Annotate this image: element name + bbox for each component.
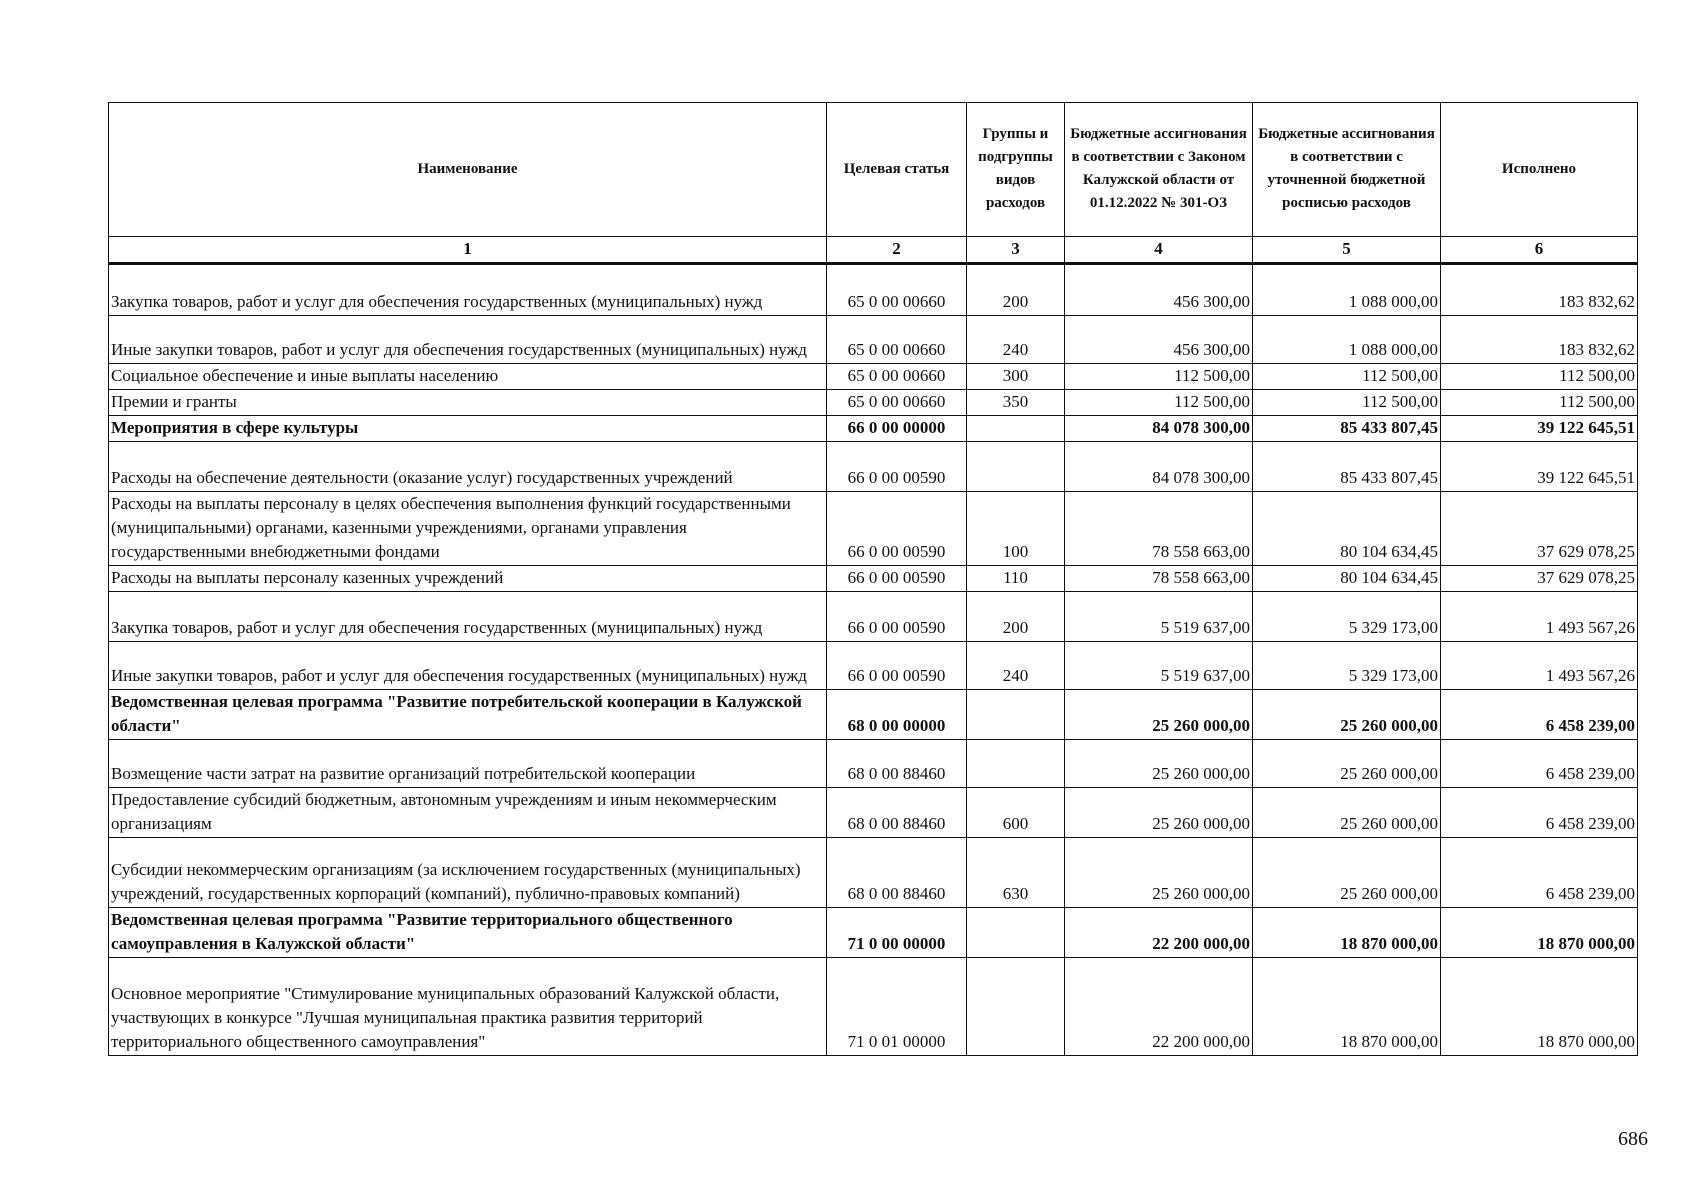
- row-law-allocation: 25 260 000,00: [1065, 690, 1253, 740]
- row-target-article: 65 0 00 00660: [827, 264, 967, 316]
- row-law-allocation: 84 078 300,00: [1065, 416, 1253, 442]
- row-target-article: 68 0 00 88460: [827, 838, 967, 908]
- row-executed: 6 458 239,00: [1441, 838, 1638, 908]
- column-number: 4: [1065, 237, 1253, 264]
- row-name: Иные закупки товаров, работ и услуг для обеспечения государственных (муниципальных) нужд: [109, 316, 827, 364]
- row-expense-group: [967, 740, 1065, 788]
- table-body: [109, 264, 1638, 1056]
- column-numbers-row: [109, 237, 1638, 264]
- table-row: [109, 316, 1638, 364]
- row-expense-group: [967, 908, 1065, 958]
- table-row: [109, 566, 1638, 592]
- header-law-allocations: Бюджетные ассигнования в соответствии с Законом Калужской области от 01.12.2022 № 301-ОЗ: [1065, 103, 1253, 237]
- row-expense-group: 240: [967, 316, 1065, 364]
- row-executed: 18 870 000,00: [1441, 958, 1638, 1056]
- row-target-article: 71 0 01 00000: [827, 958, 967, 1056]
- row-law-allocation: 84 078 300,00: [1065, 442, 1253, 492]
- row-expense-group: 600: [967, 788, 1065, 838]
- row-refined-allocation: 80 104 634,45: [1253, 566, 1441, 592]
- row-target-article: 66 0 00 00590: [827, 592, 967, 642]
- row-expense-group: [967, 416, 1065, 442]
- table-row: [109, 642, 1638, 690]
- row-executed: 39 122 645,51: [1441, 416, 1638, 442]
- row-executed: 183 832,62: [1441, 264, 1638, 316]
- row-expense-group: 300: [967, 364, 1065, 390]
- row-target-article: 68 0 00 88460: [827, 788, 967, 838]
- row-refined-allocation: 5 329 173,00: [1253, 642, 1441, 690]
- row-expense-group: [967, 958, 1065, 1056]
- row-law-allocation: 25 260 000,00: [1065, 788, 1253, 838]
- row-executed: 6 458 239,00: [1441, 788, 1638, 838]
- table-row: [109, 958, 1638, 1056]
- row-law-allocation: 112 500,00: [1065, 390, 1253, 416]
- table-header-row: [109, 103, 1638, 237]
- table-row: [109, 788, 1638, 838]
- row-law-allocation: 22 200 000,00: [1065, 908, 1253, 958]
- row-target-article: 65 0 00 00660: [827, 390, 967, 416]
- row-target-article: 65 0 00 00660: [827, 364, 967, 390]
- row-law-allocation: 25 260 000,00: [1065, 838, 1253, 908]
- row-expense-group: 240: [967, 642, 1065, 690]
- table-row: [109, 838, 1638, 908]
- row-executed: 183 832,62: [1441, 316, 1638, 364]
- table-row: [109, 442, 1638, 492]
- table-row: [109, 390, 1638, 416]
- row-expense-group: 110: [967, 566, 1065, 592]
- column-number: 1: [109, 237, 827, 264]
- row-executed: 1 493 567,26: [1441, 592, 1638, 642]
- row-target-article: 68 0 00 00000: [827, 690, 967, 740]
- page-number: 686: [1618, 1128, 1648, 1150]
- row-target-article: 66 0 00 00590: [827, 642, 967, 690]
- row-refined-allocation: 18 870 000,00: [1253, 908, 1441, 958]
- row-expense-group: [967, 690, 1065, 740]
- budget-table: [108, 102, 1638, 1056]
- row-target-article: 66 0 00 00000: [827, 416, 967, 442]
- row-executed: 112 500,00: [1441, 364, 1638, 390]
- row-expense-group: 200: [967, 264, 1065, 316]
- column-number: 3: [967, 237, 1065, 264]
- row-expense-group: 200: [967, 592, 1065, 642]
- row-law-allocation: 5 519 637,00: [1065, 642, 1253, 690]
- row-name: Предоставление субсидий бюджетным, автономным учреждениям и иным некоммерческим организациям: [109, 788, 827, 838]
- header-refined-allocations: Бюджетные ассигнования в соответствии с уточненной бюджетной росписью расходов: [1253, 103, 1441, 237]
- row-refined-allocation: 1 088 000,00: [1253, 316, 1441, 364]
- row-expense-group: [967, 442, 1065, 492]
- row-expense-group: 100: [967, 492, 1065, 566]
- row-refined-allocation: 80 104 634,45: [1253, 492, 1441, 566]
- table-row: [109, 592, 1638, 642]
- row-executed: 6 458 239,00: [1441, 740, 1638, 788]
- row-executed: 1 493 567,26: [1441, 642, 1638, 690]
- header-name: Наименование: [109, 103, 827, 237]
- row-refined-allocation: 25 260 000,00: [1253, 690, 1441, 740]
- row-name: Ведомственная целевая программа "Развитие территориального общественного самоуправления в Калужской области": [109, 908, 827, 958]
- row-name: Субсидии некоммерческим организациям (за исключением государственных (муниципальных) учреждений, государственных корпораций (компаний), публично-правовых компаний): [109, 838, 827, 908]
- row-law-allocation: 112 500,00: [1065, 364, 1253, 390]
- row-refined-allocation: 25 260 000,00: [1253, 788, 1441, 838]
- table-row: [109, 492, 1638, 566]
- row-name: Закупка товаров, работ и услуг для обеспечения государственных (муниципальных) нужд: [109, 592, 827, 642]
- row-law-allocation: 456 300,00: [1065, 264, 1253, 316]
- row-refined-allocation: 25 260 000,00: [1253, 838, 1441, 908]
- row-refined-allocation: 85 433 807,45: [1253, 416, 1441, 442]
- row-executed: 18 870 000,00: [1441, 908, 1638, 958]
- header-expense-groups: Группы и подгруппы видов расходов: [967, 103, 1065, 237]
- table-row: [109, 690, 1638, 740]
- header-target-article: Целевая статья: [827, 103, 967, 237]
- row-executed: 6 458 239,00: [1441, 690, 1638, 740]
- table-row: [109, 264, 1638, 316]
- row-target-article: 71 0 00 00000: [827, 908, 967, 958]
- row-name: Премии и гранты: [109, 390, 827, 416]
- table-row: [109, 908, 1638, 958]
- row-target-article: 66 0 00 00590: [827, 442, 967, 492]
- row-refined-allocation: 112 500,00: [1253, 390, 1441, 416]
- row-target-article: 66 0 00 00590: [827, 492, 967, 566]
- column-number: 2: [827, 237, 967, 264]
- row-law-allocation: 456 300,00: [1065, 316, 1253, 364]
- table-row: [109, 740, 1638, 788]
- row-refined-allocation: 85 433 807,45: [1253, 442, 1441, 492]
- row-law-allocation: 5 519 637,00: [1065, 592, 1253, 642]
- row-name: Расходы на выплаты персоналу в целях обеспечения выполнения функций государственными (муниципальными) органами, казенными учреждениями, органами управления государственными внебюджетными фондами: [109, 492, 827, 566]
- row-name: Иные закупки товаров, работ и услуг для обеспечения государственных (муниципальных) нужд: [109, 642, 827, 690]
- table-row: [109, 416, 1638, 442]
- row-refined-allocation: 18 870 000,00: [1253, 958, 1441, 1056]
- row-executed: 37 629 078,25: [1441, 566, 1638, 592]
- header-executed: Исполнено: [1441, 103, 1638, 237]
- row-name: Расходы на обеспечение деятельности (оказание услуг) государственных учреждений: [109, 442, 827, 492]
- table-row: [109, 364, 1638, 390]
- row-name: Основное мероприятие "Стимулирование муниципальных образований Калужской области, участвующих в конкурсе "Лучшая муниципальная практика развития территорий территориального общественного самоуправления": [109, 958, 827, 1056]
- row-refined-allocation: 1 088 000,00: [1253, 264, 1441, 316]
- column-number: 5: [1253, 237, 1441, 264]
- row-name: Возмещение части затрат на развитие организаций потребительской кооперации: [109, 740, 827, 788]
- row-name: Социальное обеспечение и иные выплаты населению: [109, 364, 827, 390]
- row-law-allocation: 78 558 663,00: [1065, 566, 1253, 592]
- row-refined-allocation: 25 260 000,00: [1253, 740, 1441, 788]
- column-number: 6: [1441, 237, 1638, 264]
- row-name: Расходы на выплаты персоналу казенных учреждений: [109, 566, 827, 592]
- row-refined-allocation: 112 500,00: [1253, 364, 1441, 390]
- row-executed: 112 500,00: [1441, 390, 1638, 416]
- row-law-allocation: 25 260 000,00: [1065, 740, 1253, 788]
- row-name: Закупка товаров, работ и услуг для обеспечения государственных (муниципальных) нужд: [109, 264, 827, 316]
- row-target-article: 68 0 00 88460: [827, 740, 967, 788]
- row-expense-group: 350: [967, 390, 1065, 416]
- row-expense-group: 630: [967, 838, 1065, 908]
- row-law-allocation: 22 200 000,00: [1065, 958, 1253, 1056]
- row-target-article: 65 0 00 00660: [827, 316, 967, 364]
- row-executed: 39 122 645,51: [1441, 442, 1638, 492]
- row-name: Ведомственная целевая программа "Развитие потребительской кооперации в Калужской области": [109, 690, 827, 740]
- row-name: Мероприятия в сфере культуры: [109, 416, 827, 442]
- row-target-article: 66 0 00 00590: [827, 566, 967, 592]
- row-refined-allocation: 5 329 173,00: [1253, 592, 1441, 642]
- row-law-allocation: 78 558 663,00: [1065, 492, 1253, 566]
- row-executed: 37 629 078,25: [1441, 492, 1638, 566]
